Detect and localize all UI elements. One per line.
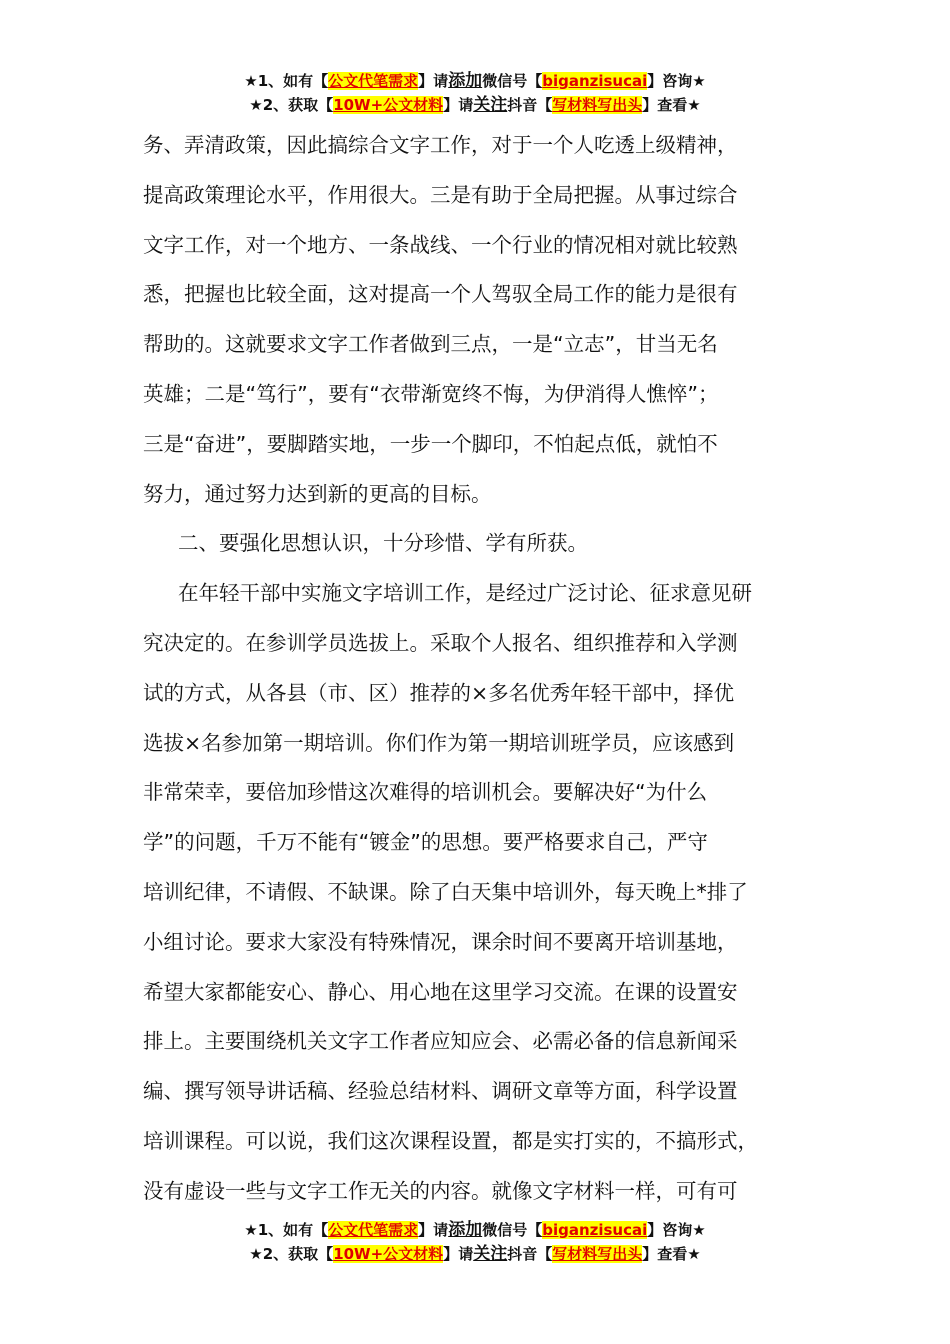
banner-text: ★1、如有【	[244, 72, 329, 90]
douyin-id: 写材料写出头	[552, 96, 643, 114]
banner-emphasis: 添加	[448, 1220, 483, 1240]
douyin-id: 写材料写出头	[552, 1245, 643, 1263]
text-line: 没有虚设一些与文字工作无关的内容。就像文字材料一样，可有可	[143, 1178, 738, 1203]
text-line: 希望大家都能安心、静心、用心地在这里学习交流。在课的设置安	[143, 979, 738, 1004]
banner-text: 】查看★	[642, 1245, 701, 1263]
highlight-text: 公文代笔需求	[328, 1221, 419, 1239]
text-line: 提高政策理论水平，作用很大。三是有助于全局把握。从事过综合	[143, 182, 738, 207]
highlight-text: 10W+公文材料	[333, 1245, 444, 1263]
footer-banner	[0, 1218, 950, 1266]
text-line: 英雄；二是“笃行”，要有“衣带渐宽终不悔，为伊消得人憔悴”；	[143, 381, 719, 406]
wechat-id: biganzisucai	[542, 72, 648, 90]
text-line: 三是“奋进”，要脚踏实地，一步一个脚印，不怕起点低，就怕不	[143, 431, 718, 456]
highlight-text: 10W+公文材料	[333, 96, 444, 114]
banner-text: 】咨询★	[647, 1221, 706, 1239]
banner-text: 】请	[418, 1221, 449, 1239]
banner-text: 抖音【	[507, 96, 553, 114]
banner-text: 微信号【	[482, 72, 543, 90]
header-banner	[0, 69, 950, 117]
text-line: 培训纪律，不请假、不缺课。除了白天集中培训外，每天晚上*排了	[143, 879, 748, 904]
text-line: 文字工作，对一个地方、一条战线、一个行业的情况相对就比较熟	[143, 232, 738, 257]
banner-text: ★2、获取【	[249, 96, 334, 114]
banner-text: 微信号【	[482, 1221, 543, 1239]
text-line: 培训课程。可以说，我们这次课程设置，都是实打实的，不搞形式，	[143, 1128, 758, 1153]
body-text	[143, 128, 833, 1224]
banner-line-2	[0, 1242, 950, 1266]
text-line: 小组讨论。要求大家没有特殊情况，课余时间不要离开培训基地，	[143, 929, 738, 954]
text-line: 非常荣幸，要倍加珍惜这次难得的培训机会。要解决好“为什么	[143, 780, 708, 805]
banner-text: 】请	[443, 1245, 474, 1263]
banner-emphasis: 关注	[473, 95, 508, 115]
text-line: 选拔×名参加第一期培训。你们作为第一期培训班学员，应该感到	[143, 730, 735, 755]
text-line: 究决定的。在参训学员选拔上。采取个人报名、组织推荐和入学测	[143, 630, 738, 655]
text-line: 排上。主要围绕机关文字工作者应知应会、必需必备的信息新闻采	[143, 1029, 738, 1054]
text-line: 在年轻干部中实施文字培训工作，是经过广泛讨论、征求意见研	[178, 581, 752, 606]
banner-text: 】请	[418, 72, 449, 90]
banner-line-2	[0, 93, 950, 117]
banner-emphasis: 添加	[448, 71, 483, 91]
text-line: 帮助的。这就要求文字工作者做到三点，一是“立志”，甘当无名	[143, 332, 718, 357]
banner-text: ★2、获取【	[249, 1245, 334, 1263]
banner-emphasis: 关注	[473, 1244, 508, 1264]
text-line: 努力，通过努力达到新的更高的目标。	[143, 481, 492, 506]
text-line: 二、要强化思想认识，十分珍惜、学有所获。	[178, 531, 588, 556]
banner-text: ★1、如有【	[244, 1221, 329, 1239]
banner-line-1	[0, 1218, 950, 1242]
text-line: 编、撰写领导讲话稿、经验总结材料、调研文章等方面，科学设置	[143, 1079, 738, 1104]
wechat-id: biganzisucai	[542, 1221, 648, 1239]
banner-line-1	[0, 69, 950, 93]
banner-text: 抖音【	[507, 1245, 553, 1263]
text-line: 务、弄清政策，因此搞综合文字工作，对于一个人吃透上级精神，	[143, 133, 738, 157]
text-line: 学”的问题，千万不能有“镀金”的思想。要严格要求自己，严守	[143, 830, 708, 855]
banner-text: 】咨询★	[647, 72, 706, 90]
banner-text: 】请	[443, 96, 474, 114]
banner-text: 】查看★	[642, 96, 701, 114]
text-line: 悉，把握也比较全面，这对提高一个人驾驭全局工作的能力是很有	[143, 282, 738, 307]
highlight-text: 公文代笔需求	[328, 72, 419, 90]
text-line: 试的方式，从各县（市、区）推荐的×多名优秀年轻干部中，择优	[143, 680, 735, 705]
